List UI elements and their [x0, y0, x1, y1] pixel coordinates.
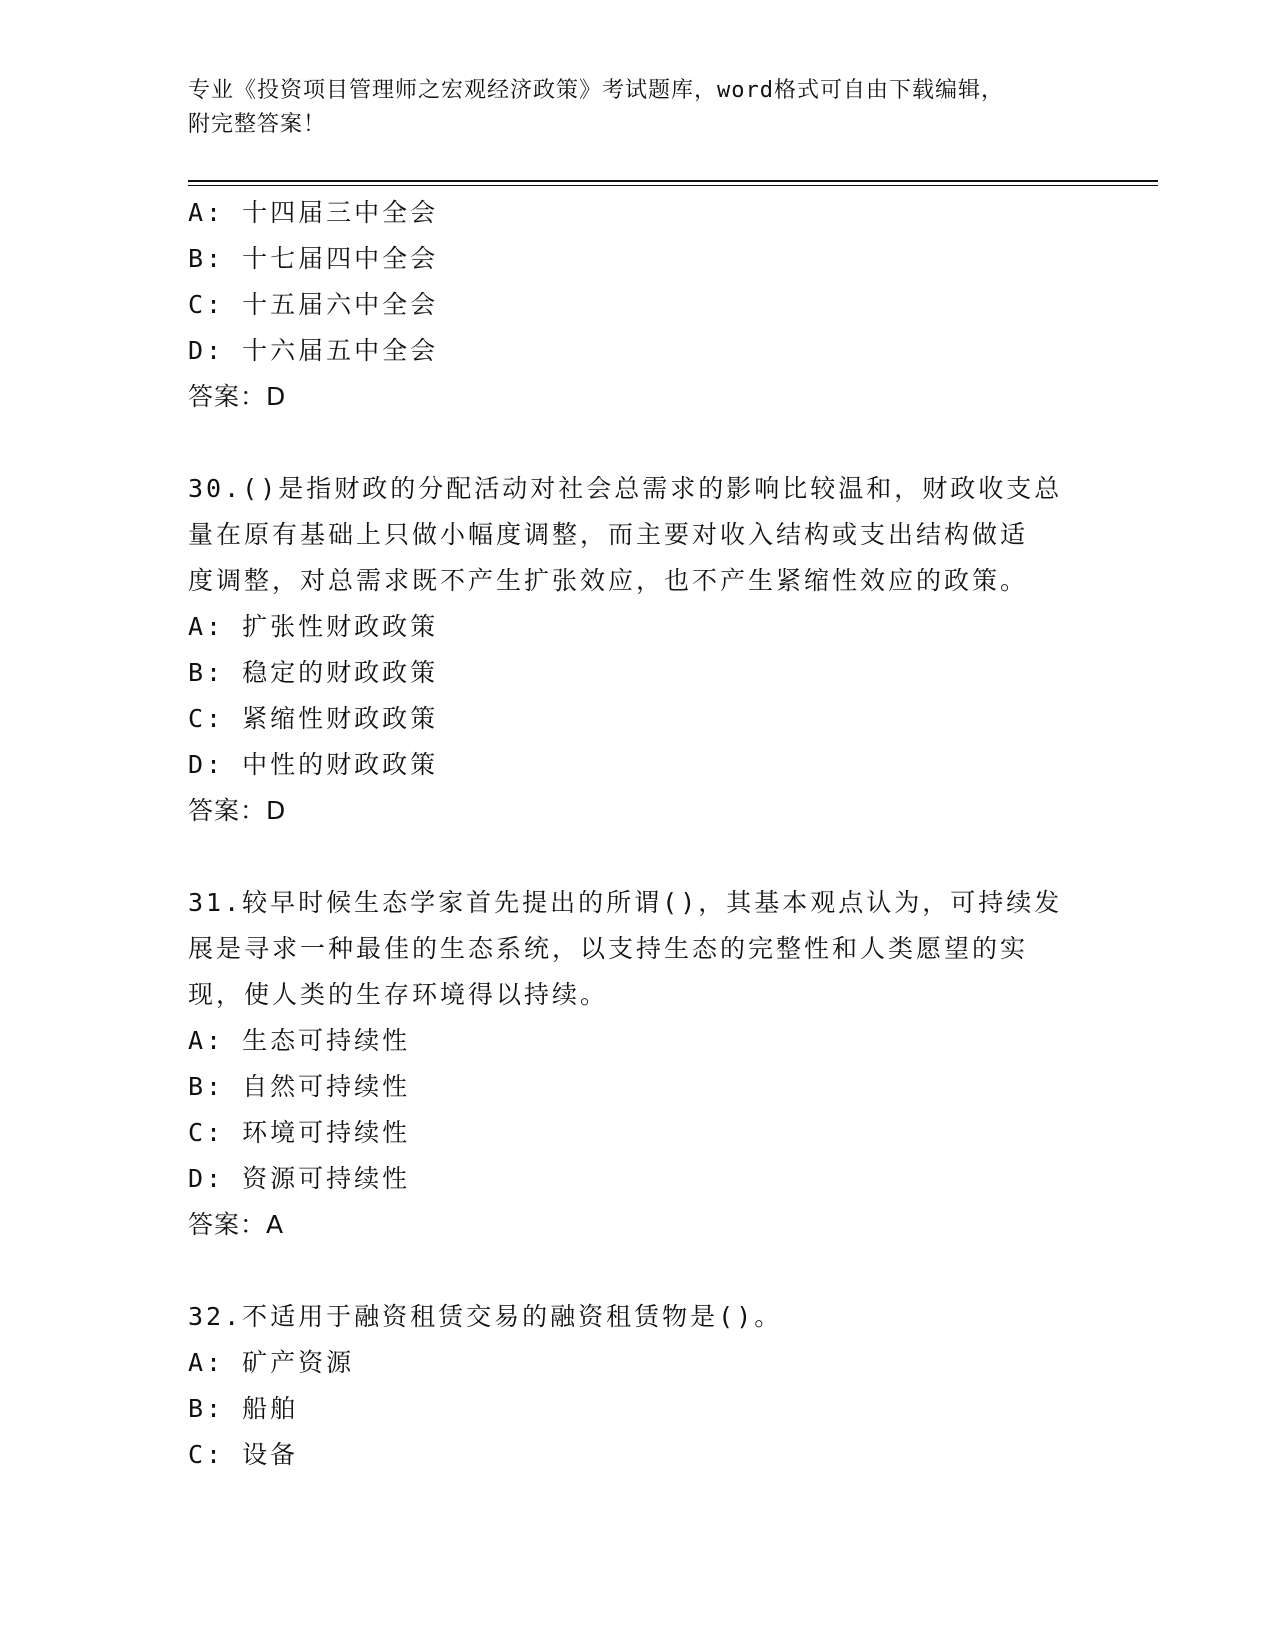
header-rule-thick	[188, 180, 1158, 182]
option-d: D: 十六届五中全会	[188, 336, 439, 365]
stem-line: 32.不适用于融资租赁交易的融资租赁物是()。	[188, 1302, 783, 1331]
option-b: B: 稳定的财政政策	[188, 658, 439, 687]
option-c: C: 环境可持续性	[188, 1118, 411, 1147]
option-c: C: 设备	[188, 1440, 299, 1469]
stem-line: 现，使人类的生存环境得以持续。	[188, 980, 609, 1009]
option-b: B: 十七届四中全会	[188, 244, 439, 273]
option-a: A: 生态可持续性	[188, 1026, 411, 1055]
option-d: D: 中性的财政政策	[188, 750, 439, 779]
answer-label: 答案：A	[188, 1210, 285, 1239]
stem-line: 展是寻求一种最佳的生态系统，以支持生态的完整性和人类愿望的实	[188, 934, 1029, 963]
option-b: B: 自然可持续性	[188, 1072, 411, 1101]
option-a: A: 十四届三中全会	[188, 198, 439, 227]
answer-label: 答案：D	[188, 382, 287, 411]
stem-line: 31.较早时候生态学家首先提出的所谓()，其基本观点认为，可持续发	[188, 888, 1063, 917]
document-header	[188, 74, 1088, 142]
option-d: D: 资源可持续性	[188, 1164, 411, 1193]
answer-label: 答案：D	[188, 796, 287, 825]
option-a: A: 扩张性财政政策	[188, 612, 439, 641]
header-line-1: 专业《投资项目管理师之宏观经济政策》考试题库，word格式可自由下载编辑，	[188, 78, 1004, 103]
stem-line: 量在原有基础上只做小幅度调整，而主要对收入结构或支出结构做适	[188, 520, 1029, 549]
stem-line: 度调整，对总需求既不产生扩张效应，也不产生紧缩性效应的政策。	[188, 566, 1029, 595]
header-rule-thin	[188, 185, 1158, 186]
option-b: B: 船舶	[188, 1394, 299, 1423]
question-stem	[188, 880, 1078, 1018]
option-c: C: 十五届六中全会	[188, 290, 439, 319]
question-list	[188, 190, 1088, 1478]
option-a: A: 矿产资源	[188, 1348, 355, 1377]
question-stem	[188, 466, 1078, 604]
header-line-2: 附完整答案！	[188, 112, 327, 137]
option-c: C: 紧缩性财政政策	[188, 704, 439, 733]
question-29-continued	[188, 190, 1088, 420]
stem-line: 30.()是指财政的分配活动对社会总需求的影响比较温和，财政收支总	[188, 474, 1063, 503]
question-32	[188, 1294, 1088, 1478]
question-30	[188, 466, 1088, 834]
question-stem	[188, 1294, 1078, 1340]
question-31	[188, 880, 1088, 1248]
